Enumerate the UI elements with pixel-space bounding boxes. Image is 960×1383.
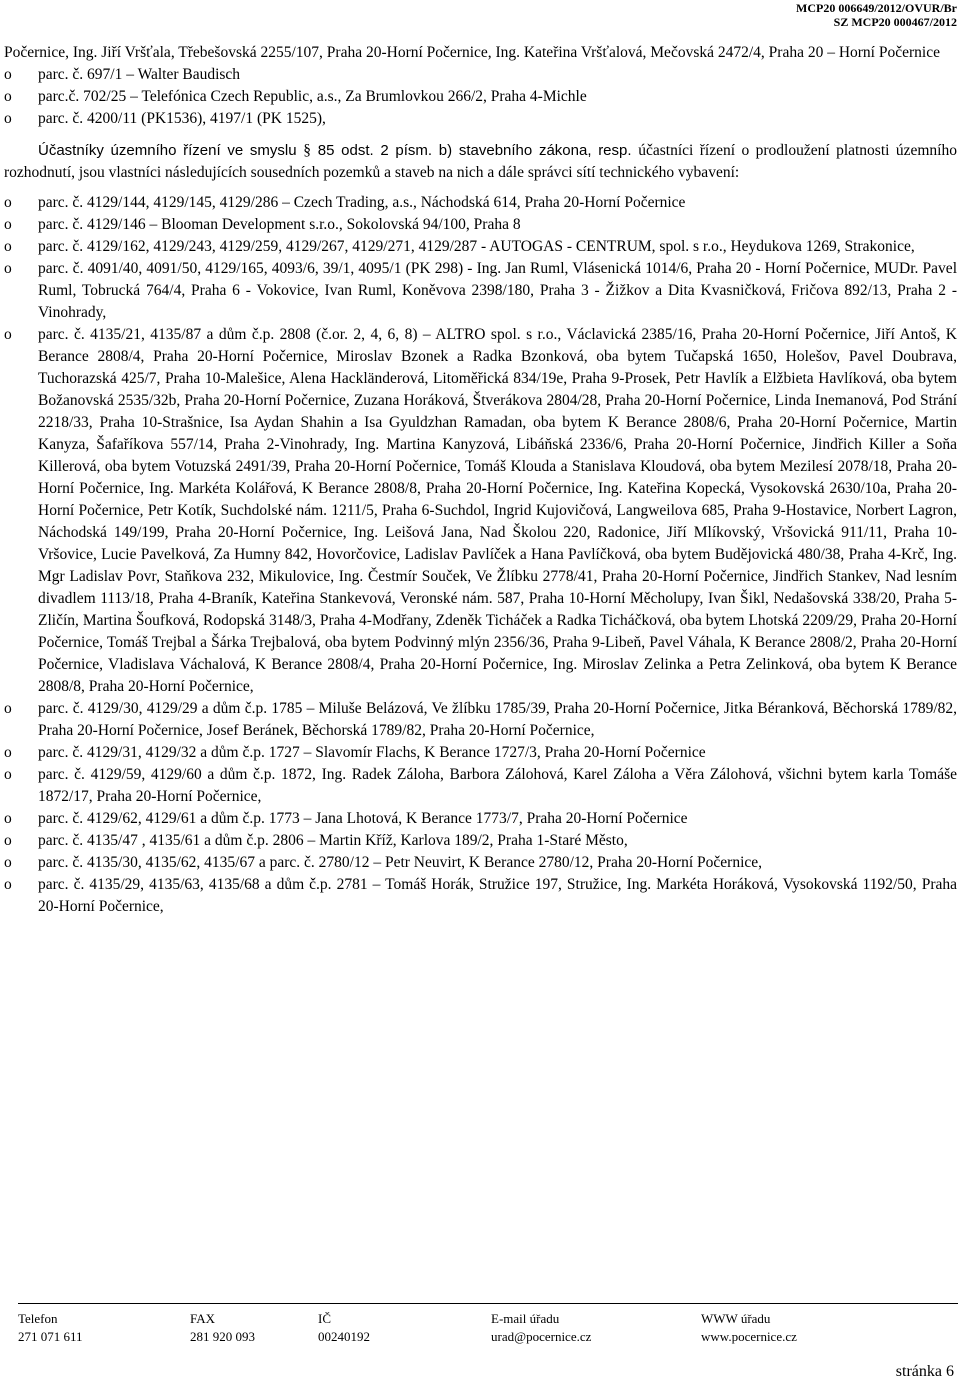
intro-paragraph: Počernice, Ing. Jiří Vršťala, Třebešovská 2255/107, Praha 20-Horní Počernice, Ing. Kateřina Vršťalová, Mečovská 2472/4, Praha 20 – Horní Počernice	[4, 44, 940, 61]
document-reference	[796, 1, 957, 29]
list-item: o parc. č. 4091/40, 4091/50, 4129/165, 4093/6, 39/1, 4095/1 (PK 298) - Ing. Jan Ruml, Vlásenická 1014/6, Praha 20 - Horní Počernice, MUDr. Pavel Ruml, Tobrucká 764/4, Praha 6 - Vokovice, Ivan Ruml, Koněvova 2398/180, Praha 3 - Žižkov a Dita Kvasničková, Fričova 892/13, Praha 2 - Vinohrady,	[4, 258, 957, 324]
list-item: o parc. č. 697/1 – Walter Baudisch	[4, 64, 957, 86]
list-item: o parc. č. 4129/31, 4129/32 a dům č.p. 1727 – Slavomír Flachs, K Berance 1727/3, Praha 20-Horní Počernice	[4, 742, 957, 764]
website-link[interactable]: www.pocernice.cz	[701, 1329, 797, 1344]
ic-value: 00240192	[318, 1329, 370, 1344]
www-label: WWW úřadu	[701, 1311, 771, 1326]
list-item: o parc. č. 4135/29, 4135/63, 4135/68 a dům č.p. 2781 – Tomáš Horák, Stružice 197, Stružice, Ing. Markéta Horáková, Vysokovská 1192/50, Praha 20-Horní Počernice,	[4, 874, 957, 918]
owner-list-2	[4, 192, 957, 918]
list-item: o parc. č. 4135/30, 4135/62, 4135/67 a parc. č. 2780/12 – Petr Neuvirt, K Berance 2780/12, Praha 20-Horní Počernice,	[4, 852, 957, 874]
list-item: o parc. č. 4129/59, 4129/60 a dům č.p. 1872, Ing. Radek Záloha, Barbora Zálohová, Karel Záloha a Věra Zálohová, všichni bytem karla Tomáše 1872/17, Praha 20-Horní Počernice,	[4, 764, 957, 808]
email-link[interactable]: urad@pocernice.cz	[491, 1329, 592, 1344]
page-number: stránka 6	[895, 1363, 954, 1380]
list-item: o parc. č. 4135/47 , 4135/61 a dům č.p. 2806 – Martin Kříž, Karlova 189/2, Praha 1-Staré Město,	[4, 830, 957, 852]
list-item: o parc. č. 4135/21, 4135/87 a dům č.p. 2808 (č.or. 2, 4, 6, 8) – ALTRO spol. s r.o., Václavická 2385/16, Praha 20-Horní Počernice, Jiří Antoš, K Berance 2808/4, Praha 20-Horní Počernice, Miroslav Bzonek a Radka Bzonková, oba bytem Tučapská 1650, Holešov, Pavel Doubrava, Tuchorazská 425/7, Praha 10-Malešice, Alena Hackländerová, Litoměřická 834/19e, Praha 9-Prosek, Petr Havlík a Elžbieta Havlíková, oba bytem Božanovská 2535/32b, Praha 20-Horní Počernice, Zuzana Horáková, Štverákova 2804/28, Praha 20-Horní Počernice, Linda Inemanová, Pod Strání 2218/33, Praha 10-Strašnice, Isa Aydan Shahin a Isa Gyuldzhan Ramadan, oba bytem K Berance 2808/6, Praha 20-Horní Počernice, Martin Kanyza, Šafaříkova 557/14, Praha 2-Vinohrady, Ing. Martina Kanyzová, Libáňská 2336/6, Praha 20-Horní Počernice, Jindřich Killer a Soňa Killerová, oba bytem Votuzská 2491/39, Praha 20-Horní Počernice, Tomáš Klouda a Stanislava Kloudová, oba bytem Mezilesí 2078/18, Praha 20-Horní Počernice, Ing. Markéta Kolářová, K Berance 2808/8, Praha 20-Horní Počernice, Ing. Kateřina Kopecká, Vysokovská 2630/10a, Praha 20-Horní Počernice, Petr Kotík, Suchdolské nám. 1211/5, Praha 6-Suchdol, Ingrid Kujovičová, Langweilova 685, Praha 9-Hostavice, Norbert Lagron, Náchodská 149/199, Praha 20-Horní Počernice, Ing. Leišová Jana, Nad Školou 220, Radonice, Jiří Mlíkovský, Vršovická 911/11, Praha 10-Vršovice, Lucie Pavelková, Za Humny 842, Hovorčovice, Ladislav Pavlíček a Hana Pavlíčková, oba bytem Budějovická 480/38, Praha 4-Krč, Ing. Mgr Ladislav Povr, Staňkova 232, Mikulovice, Ing. Čestmír Souček, Ve Žlíbku 2778/41, Praha 20-Horní Počernice, Jindřich Stankev, Nad lesním divadlem 1113/18, Praha 4-Braník, Kateřina Stankevová, Veronské nám. 587, Praha 10-Horní Měcholupy, Ivan Šikl, Nedašovská 338/20, Praha 5-Zličín, Martina Šoufková, Rodopská 3148/3, Praha 4-Modřany, Zdeněk Ticháček a Radka Ticháčková, oba bytem Lhotská 2209/29, Praha 20-Horní Počernice, Tomáš Trejbal a Šárka Trejbalová, oba bytem Podvinný mlýn 2356/36, Praha 9-Libeň, Pavel Váhala, K Berance 2808/2, Praha 20-Horní Počernice, Vladislava Váchalová, K Berance 2808/4, Praha 20-Horní Počernice, Ing. Miroslav Zelinka a Petra Zelinková, oba bytem K Berance 2808/8, Praha 20-Horní Počernice,	[4, 324, 957, 698]
list-item: o parc. č. 4129/144, 4129/145, 4129/286 – Czech Trading, a.s., Náchodská 614, Praha 20-Horní Počernice	[4, 192, 957, 214]
list-item: o parc. č. 4129/62, 4129/61 a dům č.p. 1773 – Jana Lhotová, K Berance 1773/7, Praha 20-Horní Počernice	[4, 808, 957, 830]
list-item: o parc.č. 702/25 – Telefónica Czech Republic, a.s., Za Brumlovkou 266/2, Praha 4-Michle	[4, 86, 957, 108]
owner-list-1	[4, 64, 957, 130]
participants-text-2: 85 odst. 2 písm. b) stavebního zákona, resp.	[311, 142, 639, 159]
fax-value: 281 920 093	[190, 1329, 255, 1344]
email-label: E-mail úřadu	[491, 1311, 560, 1326]
document-body	[4, 42, 957, 918]
phone-label: Telefon	[18, 1311, 58, 1326]
participants-paragraph	[4, 140, 957, 184]
fax-label: FAX	[190, 1311, 216, 1326]
list-item: o parc. č. 4129/146 – Blooman Development s.r.o., Sokolovská 94/100, Praha 8	[4, 214, 957, 236]
list-item: o parc. č. 4129/30, 4129/29 a dům č.p. 1785 – Miluše Belázová, Ve žlíbku 1785/39, Praha 20-Horní Počernice, Jitka Béranková, Běchorská 1789/82, Praha 20-Horní Počernice, Josef Beránek, Běchorská 1789/82, Praha 20-Horní Počernice,	[4, 698, 957, 742]
reference-number: MCP20 006649/2012/OVUR/Br	[796, 1, 957, 15]
reference-number-sz: SZ MCP20 000467/2012	[833, 15, 957, 29]
participants-text-1: Účastníky územního řízení ve smyslu	[38, 142, 304, 159]
participants-text-3: účastníci řízení o prodloužení platnosti územního rozhodnutí, jsou vlastníci následujících sousedních pozemků a staveb na nich a dále správci sítí technického vybavení:	[4, 142, 957, 181]
contact-footer	[18, 1303, 958, 1346]
phone-value: 271 071 611	[18, 1329, 83, 1344]
paragraph-symbol: §	[303, 142, 312, 159]
list-item: o parc. č. 4129/162, 4129/243, 4129/259, 4129/267, 4129/271, 4129/287 - AUTOGAS - CENTRUM, spol. s r.o., Heydukova 1269, Strakonice,	[4, 236, 957, 258]
ic-label: IČ	[318, 1311, 331, 1326]
list-item: o parc. č. 4200/11 (PK1536), 4197/1 (PK 1525),	[4, 108, 957, 130]
contact-table	[18, 1310, 958, 1346]
